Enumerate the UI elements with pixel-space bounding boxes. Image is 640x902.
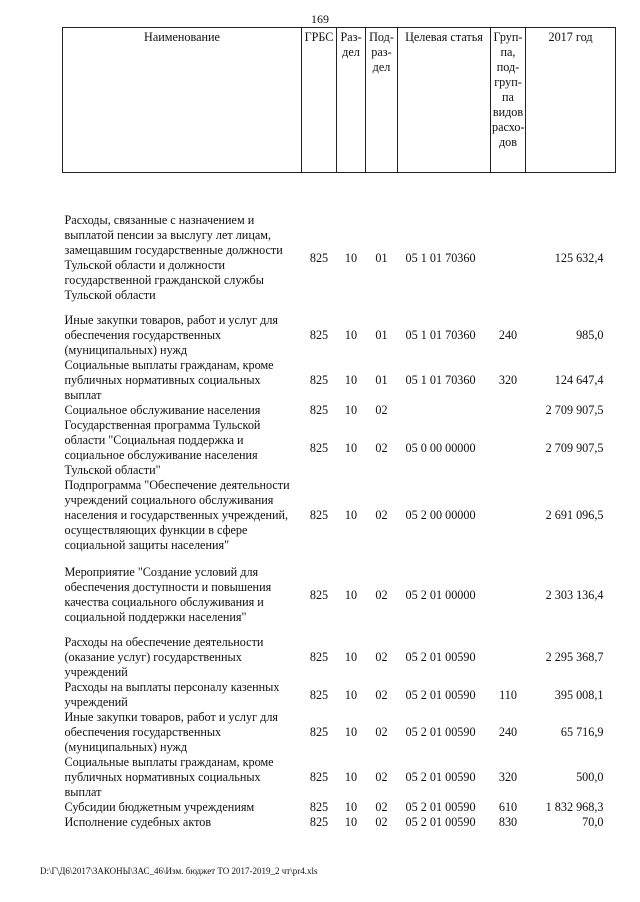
- cell-name: Расходы на выплаты персоналу казенных учреждений: [64, 680, 280, 709]
- cell-celevaya: 05 1 01 70360: [405, 250, 476, 265]
- cell-gruppa: 320: [498, 373, 518, 387]
- cell-sum: 65 716,9: [560, 725, 604, 739]
- cell-grbs: 825: [309, 815, 329, 829]
- cell-sum: 2 295 368,7: [545, 650, 604, 664]
- cell-gruppa: 240: [498, 725, 518, 739]
- cell-name: Расходы на обеспечение деятельности (оказание услуг) государственных учреждений: [64, 635, 264, 679]
- table-row: [63, 565, 616, 625]
- cell-name: Мероприятие "Создание условий для обеспечения доступности и повышения качества социального обслуживания и социальной поддержки населения": [64, 565, 272, 624]
- cell-razdel: 10: [344, 815, 358, 829]
- header-celevaya: Целевая статья: [398, 28, 491, 173]
- header-year: 2017 год: [526, 28, 616, 173]
- cell-grbs: 825: [309, 770, 329, 784]
- table-body: [63, 173, 616, 831]
- cell-celevaya: 05 2 01 00590: [405, 800, 476, 814]
- cell-grbs: 825: [309, 373, 329, 387]
- header-podrazdel: Под- раз- дел: [366, 28, 398, 173]
- header-row: [63, 28, 616, 173]
- cell-name: Подпрограмма "Обеспечение деятельности учреждений социального обслуживания населения и государственных учреждений, осуществляющих функции в сфере социальной защиты населения": [64, 478, 290, 552]
- spacer-cell: [63, 553, 616, 565]
- cell-celevaya: 05 2 01 00590: [405, 687, 476, 702]
- row-spacer: [63, 553, 616, 565]
- cell-sum: 500,0: [576, 770, 604, 784]
- cell-name: Социальное обслуживание населения: [64, 403, 261, 417]
- cell-razdel: 10: [344, 800, 358, 814]
- cell-celevaya: 05 1 01 70360: [405, 328, 476, 342]
- cell-celevaya: 05 0 00 00000: [405, 440, 476, 455]
- table-row: [63, 710, 616, 755]
- header-grbs: ГРБС: [302, 28, 337, 173]
- cell-podrazdel: 02: [375, 403, 388, 417]
- budget-table-container: [62, 27, 615, 830]
- cell-sum: 2 691 096,5: [545, 508, 604, 522]
- cell-podrazdel: 02: [375, 587, 388, 602]
- table-row: [63, 418, 616, 478]
- cell-razdel: 10: [344, 587, 358, 602]
- cell-grbs: 825: [309, 403, 329, 417]
- cell-celevaya: [398, 403, 491, 418]
- cell-celevaya: 05 2 00 00000: [405, 508, 476, 522]
- cell-celevaya: 05 1 01 70360: [405, 373, 476, 387]
- cell-gruppa: [491, 213, 526, 303]
- cell-podrazdel: 02: [375, 650, 388, 664]
- table-row: [63, 213, 616, 303]
- cell-celevaya: 05 2 01 00000: [405, 587, 476, 602]
- cell-gruppa: [491, 565, 526, 625]
- cell-grbs: 825: [309, 328, 329, 342]
- cell-razdel: 10: [344, 508, 358, 522]
- cell-gruppa: 830: [498, 815, 518, 829]
- cell-grbs: 825: [309, 440, 329, 455]
- cell-podrazdel: 02: [375, 725, 388, 739]
- header-name: Наименование: [63, 28, 302, 173]
- header-gruppa: Груп- па, под- груп- па видов расхо- дов: [491, 28, 526, 173]
- table-row: [63, 313, 616, 358]
- cell-podrazdel: 01: [375, 373, 388, 387]
- cell-razdel: 10: [344, 440, 358, 455]
- cell-gruppa: [491, 403, 526, 418]
- cell-sum: 2 709 907,5: [545, 403, 604, 417]
- row-spacer: [63, 625, 616, 635]
- cell-grbs: 825: [309, 250, 329, 265]
- cell-podrazdel: 02: [375, 440, 388, 455]
- budget-table: [62, 27, 616, 830]
- cell-name: Иные закупки товаров, работ и услуг для обеспечения государственных (муниципальных) нужд: [64, 710, 279, 754]
- cell-sum: 395 008,1: [554, 687, 604, 702]
- spacer-cell: [63, 625, 616, 635]
- cell-razdel: 10: [344, 725, 358, 739]
- cell-name: Государственная программа Тульской области "Социальная поддержка и социальное обслуживание населения Тульской области": [64, 418, 261, 477]
- cell-podrazdel: 02: [375, 687, 388, 702]
- spacer-cell: [63, 303, 616, 313]
- cell-razdel: 10: [344, 650, 358, 664]
- cell-grbs: 825: [309, 650, 329, 664]
- row-spacer: [63, 173, 616, 214]
- cell-sum: 125 632,4: [554, 250, 604, 265]
- cell-sum: 2 303 136,4: [545, 587, 604, 602]
- header-razdel: Раз- дел: [337, 28, 366, 173]
- cell-sum: 1 832 968,3: [545, 800, 604, 814]
- cell-grbs: 825: [309, 508, 329, 522]
- table-row: [63, 800, 616, 815]
- cell-gruppa: 240: [498, 328, 518, 342]
- cell-gruppa: 610: [498, 800, 518, 814]
- cell-grbs: 825: [309, 800, 329, 814]
- cell-gruppa: 110: [499, 687, 517, 702]
- spacer-cell: [63, 173, 616, 214]
- table-row: [63, 680, 616, 710]
- cell-razdel: 10: [344, 687, 358, 702]
- cell-name: Социальные выплаты гражданам, кроме публичных нормативных социальных выплат: [64, 358, 274, 402]
- cell-sum: 124 647,4: [554, 373, 604, 387]
- table-row: [63, 403, 616, 418]
- cell-razdel: 10: [344, 770, 358, 784]
- cell-celevaya: 05 2 01 00590: [405, 650, 476, 664]
- cell-gruppa: 320: [498, 770, 518, 784]
- cell-name: Субсидии бюджетным учреждениям: [64, 800, 255, 814]
- cell-razdel: 10: [344, 250, 358, 265]
- cell-sum: 2 709 907,5: [545, 440, 604, 455]
- cell-sum: 985,0: [576, 328, 604, 342]
- table-row: [63, 358, 616, 403]
- cell-celevaya: 05 2 01 00590: [405, 725, 476, 739]
- cell-grbs: 825: [309, 587, 329, 602]
- file-path-footer: D:\Г\Д6\2017\ЗАКОНЫ\ЗАС_46\Изм. бюджет ТО 2017-2019_2 чт\pr4.xls: [40, 866, 318, 876]
- table-row: [63, 635, 616, 680]
- cell-celevaya: 05 2 01 00590: [405, 770, 476, 784]
- cell-podrazdel: 02: [375, 508, 388, 522]
- cell-name: Иные закупки товаров, работ и услуг для обеспечения государственных (муниципальных) нужд: [64, 313, 279, 357]
- cell-razdel: 10: [344, 328, 358, 342]
- table-row: [63, 755, 616, 800]
- cell-name: Исполнение судебных актов: [64, 815, 212, 829]
- cell-celevaya: 05 2 01 00590: [405, 815, 476, 829]
- cell-sum: 70,0: [582, 815, 604, 829]
- cell-podrazdel: 02: [375, 770, 388, 784]
- cell-razdel: 10: [344, 373, 358, 387]
- page-number: 169: [311, 12, 329, 26]
- table-row: [63, 478, 616, 553]
- cell-gruppa: [491, 478, 526, 553]
- table-row: [63, 815, 616, 830]
- cell-name: Расходы, связанные с назначением и выплатой пенсии за выслугу лет лицам, замещавшим государственные должности Тульской области и должности государственной гражданской службы Тульской области: [64, 213, 283, 302]
- cell-grbs: 825: [309, 687, 329, 702]
- cell-podrazdel: 02: [375, 800, 388, 814]
- cell-grbs: 825: [309, 725, 329, 739]
- cell-gruppa: [491, 635, 526, 680]
- cell-razdel: 10: [344, 403, 358, 417]
- cell-podrazdel: 01: [375, 250, 388, 265]
- row-spacer: [63, 303, 616, 313]
- cell-podrazdel: 01: [375, 328, 388, 342]
- cell-name: Социальные выплаты гражданам, кроме публичных нормативных социальных выплат: [64, 755, 274, 799]
- cell-podrazdel: 02: [375, 815, 388, 829]
- cell-gruppa: [491, 418, 526, 478]
